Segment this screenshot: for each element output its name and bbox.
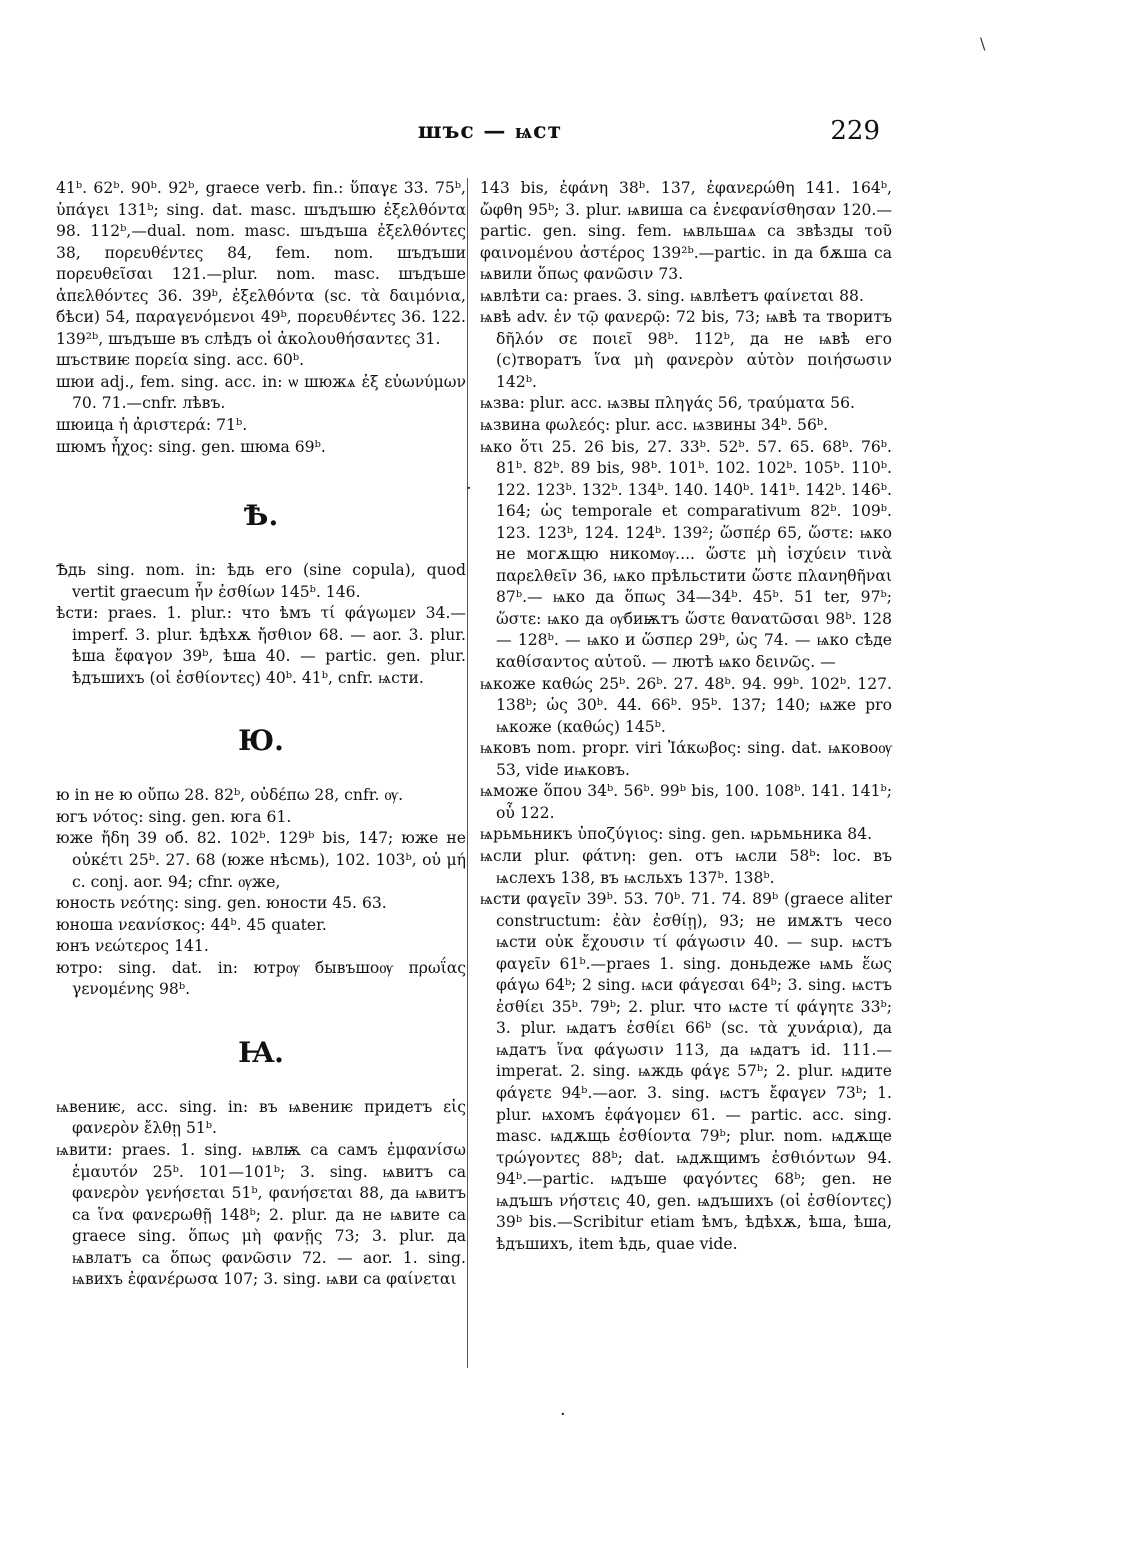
entry: ютро: sing. dat. in: ютрѹ бывъшоѹ πρωΐας γενομένης 98ᵇ.	[56, 958, 466, 999]
entry: ѩвениѥ, acc. sing. in: въ ѩвениѥ придетъ εἰς φανερὸν ἔλθῃ 51ᵇ.	[56, 1097, 466, 1138]
entry: юноша νεανίσκος: 44ᵇ. 45 quater.	[56, 915, 327, 934]
entry: ѩвѣ adv. ἐν τῷ φανερῷ: 72 bis, 73; ѩвѣ та творитъ δῆλόν σε ποιεῖ 98ᵇ. 112ᵇ, да не ѩвѣ его (с)творатъ ἵνα μὴ φανερὸν αὐτὸν ποιήσωσιν 142ᵇ.	[480, 308, 892, 391]
entry: ѩзвина φωλεός: plur. acc. ѩзвины 34ᵇ. 56ᵇ.	[480, 416, 829, 435]
entry: 41ᵇ. 62ᵇ. 90ᵇ. 92ᵇ, graece verb. fin.: ὕπαγε 33. 75ᵇ, ὑπάγει 131ᵇ; sing. dat. masc. шъдъшю ἐξελθόντα 98. 112ᵇ,—dual. nom. masc. шъдъша ἐξελθόντες 38, πορευθέντες 84, fem. nom. шъдъши πορευθεῖσαι 121.—plur. nom. masc. шъдъше ἀπελθόντες 36. 39ᵇ, ἐξελθόντα (sc. τὰ δαιμόνια, бѣси) 54, παραγενόμενοι 49ᵇ, πορευθέντες 36. 122. 139²ᵇ, шъдъше въ слѣдъ οἱ ἀκολουθήσαντες 31.	[56, 179, 466, 348]
print-speck: ·	[560, 1404, 566, 1425]
section-heading-ya: Ꙗ.	[238, 1035, 284, 1069]
entry: ѩкоже καθώς 25ᵇ. 26ᵇ. 27. 48ᵇ. 94. 99ᵇ. 102ᵇ. 127. 138ᵇ; ὡς 30ᵇ. 44. 66ᵇ. 95ᵇ. 137; 140; ѩже pro ѩкоже (καθώς) 145ᵇ.	[480, 674, 892, 736]
entry: ѩможе ὅπου 34ᵇ. 56ᵇ. 99ᵇ bis, 100. 108ᵇ. 141. 141ᵇ; οὗ 122.	[480, 782, 892, 822]
entry: шюмъ ἦχος: sing. gen. шюма 69ᵇ.	[56, 437, 326, 456]
entry: шъствиѥ πορεία sing. acc. 60ᵇ.	[56, 351, 305, 370]
entry: ѩрьмьникъ ὑποζύγιος: sing. gen. ѩрьмьника 84.	[480, 825, 873, 844]
entry: ѩковъ nom. propr. viri Ἰάκωβος: sing. dat. ѩковоѹ 53, vide иѩковъ.	[480, 739, 892, 779]
entry: ѣсти: praes. 1. plur.: что ѣмъ τί φάγωμεν 34.—imperf. 3. plur. ѣдѣхѫ ἤσθιον 68. — aor. 3. plur. ѣша ἔφαγον 39ᵇ, ѣша 40. — partic. gen. plur. ѣдъшихъ (οἱ ἐσθίοντες) 40ᵇ. 41ᵇ, cnfr. ѩсти.	[56, 604, 466, 687]
entry: ѩвлѣти са: praes. 3. sing. ѩвлѣетъ φαίνεται 88.	[480, 286, 864, 305]
left-column	[56, 178, 466, 1291]
entry: ѩко ὅτι 25. 26 bis, 27. 33ᵇ. 52ᵇ. 57. 65. 68ᵇ. 76ᵇ. 81ᵇ. 82ᵇ. 89 bis, 98ᵇ. 101ᵇ. 102. 102ᵇ. 105ᵇ. 110ᵇ. 122. 123ᵇ. 132ᵇ. 134ᵇ. 140. 140ᵇ. 141ᵇ. 142ᵇ. 146ᵇ. 164; ὡς temporale et comparativum 82ᵇ. 109ᵇ. 123. 123ᵇ, 124. 124ᵇ. 139²; ὥσπέρ 65, ὥστε: ѩко не могѫщю никомѹ.... ὥστε μὴ ἰσχύειν τινὰ παρελθεῖν 36, ѩко прѣльстити ὥστε πλανηθῆναι 87ᵇ.— ѩко да ὅπως 34—34ᵇ. 45ᵇ. 51 ter, 97ᵇ; ὥστε: ѩко да ѹбиѭтъ ὥστε θανατῶσαι 98ᵇ. 128 — 128ᵇ. — ѩко и ὥσπερ 29ᵇ, ὡς 74. — ѩко сѣде καθίσαντος αὐτοῦ. — лютѣ ѩко δεινῶς. —	[480, 437, 892, 672]
column-divider	[467, 178, 468, 1368]
entry: ѩвити: praes. 1. sing. ѩвлѭ са самъ ἐμφανίσω ἐμαυτόν 25ᵇ. 101—101ᵇ; 3. sing. ѩвитъ са φανερὸν γενήσεται 51ᵇ, φανήσεται 88, да ѩвитъ са ἵνα φανερωθῇ 148ᵇ; 2. plur. да не ѩвите са graece sing. ὅπως μὴ φανῇς 73; 3. plur. да ѩвлатъ са ὅπως φανῶσιν 72. — aor. 1. sing. ѩвихъ ἐφανέρωσα 107; 3. sing. ѩви са φαίνεται	[56, 1140, 466, 1289]
section-heading-yat: Ѣ.	[243, 499, 279, 533]
page-title: шъс — ѩст	[417, 118, 563, 144]
entry: юже ἤδη 39 об. 82. 102ᵇ. 129ᵇ bis, 147; юже не οὐκέτι 25ᵇ. 27. 68 (юже нѣсмь), 102. 103ᵇ, οὐ μή c. conj. aor. 94; cfnr. ѹже,	[56, 829, 466, 891]
print-speck: ·	[466, 478, 472, 499]
entry: юнъ νεώτερος 141.	[56, 937, 209, 956]
entry: Ѣдь sing. nom. in: ѣдь его (sine copula), quod vertit graecum ἦν ἐσθίων 145ᵇ. 146.	[56, 561, 466, 601]
entry: ѩзва: plur. acc. ѩзвы πληγάς 56, τραύματα 56.	[480, 394, 855, 413]
entry: шюица ἡ ἀριστερά: 71ᵇ.	[56, 416, 248, 435]
entry: ю in не ю οὔπω 28. 82ᵇ, οὐδέπω 28, cnfr. ѹ.	[56, 786, 404, 805]
stray-mark: \	[980, 34, 986, 53]
right-column	[480, 178, 892, 1255]
entry: ѩсти φαγεῖν 39ᵇ. 53. 70ᵇ. 71. 74. 89ᵇ (graece aliter constructum: ἐὰν ἐσθίῃ), 93; не имѫтъ чесо ѩсти οὐκ ἔχουσιν τί φάγωσιν 40. — sup. ѩстъ φαγεῖν 61ᵇ.—praes 1. sing. доньдеже ѩмь ἕως φάγω 64ᵇ; 2 sing. ѩси φάγεσαι 64ᵇ; 3. sing. ѩстъ ἐσθίει 35ᵇ. 79ᵇ; 2. plur. что ѩсте τί φάγητε 33ᵇ; 3. plur. ѩдатъ ἐσθίει 66ᵇ (sc. τὰ χυνάρια), да ѩдатъ ἵνα φάγωσιν 113, да ѩдатъ id. 111.—imperat. 2. sing. ѩждь φάγε 57ᵇ; 2. plur. ѩдите φάγετε 94ᵇ.—aor. 3. sing. ѩстъ ἔφαγεν 73ᵇ; 1. plur. ѩхомъ ἐφάγομεν 61. — partic. acc. sing. masc. ѩдѫщь ἐσθίοντα 79ᵇ; plur. nom. ѩдѫще τρώγοντες 88ᵇ; dat. ѩдѫщимъ ἐσθιόντων 94. 94ᵇ.—partic. ѩдъше φαγόντες 68ᵇ; gen. не ѩдъшъ νήστεις 40, gen. ѩдъшихъ (οἱ ἐσθίοντες) 39ᵇ bis.—Scribitur etiam ѣмъ, ѣдѣхѫ, ѣша, ѣша, ѣдъшихъ, item ѣдь, quae vide.	[480, 890, 892, 1253]
running-head	[0, 118, 1140, 154]
entry: юность νεότης: sing. gen. юности 45. 63.	[56, 894, 387, 913]
entry: ѩсли plur. φάτνη: gen. отъ ѩсли 58ᵇ: loc. въ ѩслехъ 138, въ ѩсльхъ 137ᵇ. 138ᵇ.	[480, 846, 892, 887]
section-heading-yu: Ю.	[238, 724, 284, 758]
entry: 143 bis, ἐφάνη 38ᵇ. 137, ἐφανερώθη 141. 164ᵇ, ὤφθη 95ᵇ; 3. plur. ѩвиша са ἐνεφανίσθησαν 120.—partic. gen. sing. fem. ѩвльшаѧ са звѣзды τοῦ φαινομένου ἀστέρος 139²ᵇ.—partic. in да бѫша са ѩвили ὅπως φανῶσιν 73.	[480, 179, 892, 284]
entry: шюи adj., fem. sing. acc. in: ѡ шюжѧ ἐξ εὐωνύμων 70. 71.—cnfr. лѣвъ.	[56, 372, 466, 413]
page-number: 229	[830, 116, 880, 146]
entry: югъ νότος: sing. gen. юга 61.	[56, 807, 292, 826]
